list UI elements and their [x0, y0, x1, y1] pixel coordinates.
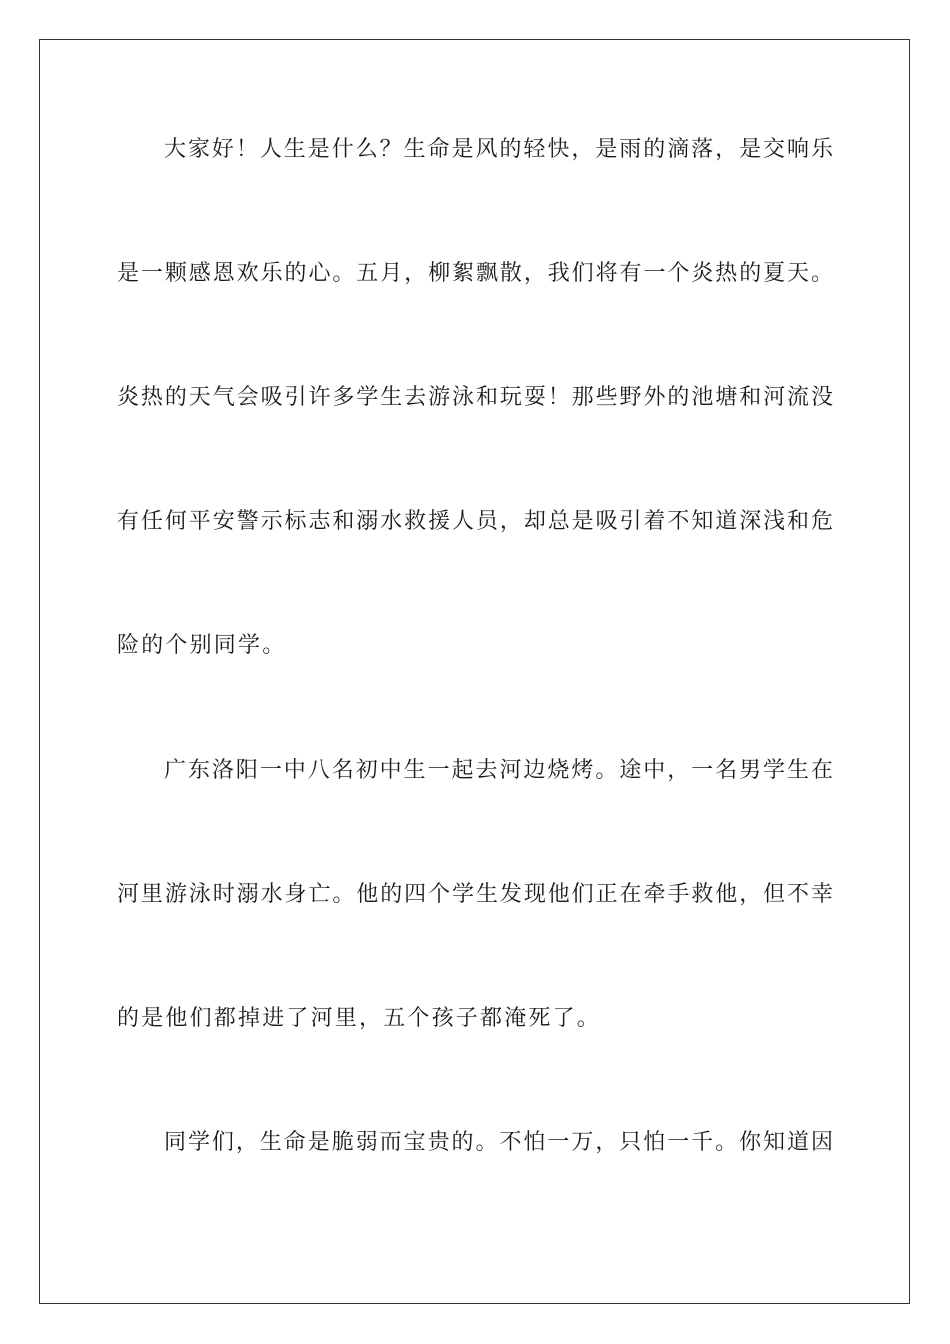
- paragraph-1-line-1: 大家好！人生是什么？生命是风的轻快，是雨的滴落，是交响乐: [164, 137, 833, 162]
- paragraph-2-line-1: 广东洛阳一中八名初中生一起去河边烧烤。途中，一名男学生在: [164, 758, 833, 783]
- paragraph-3-line-1: 同学们，生命是脆弱而宝贵的。不怕一万，只怕一千。你知道因: [164, 1130, 833, 1155]
- paragraph-2-line-2: 河里游泳时溺水身亡。他的四个学生发现他们正在牵手救他，但不幸: [117, 882, 833, 907]
- paragraph-2-line-3: 的是他们都掉进了河里，五个孩子都淹死了。: [117, 1006, 602, 1031]
- paragraph-1-line-5: 险的个别同学。: [117, 633, 287, 658]
- paragraph-1-line-4: 有任何平安警示标志和溺水救援人员，却总是吸引着不知道深浅和危: [117, 509, 833, 534]
- paragraph-1-line-2: 是一颗感恩欢乐的心。五月，柳絮飘散，我们将有一个炎热的夏天。: [117, 261, 833, 286]
- page-frame: [39, 39, 910, 1304]
- paragraph-1-line-3: 炎热的天气会吸引许多学生去游泳和玩耍！那些野外的池塘和河流没: [117, 385, 833, 410]
